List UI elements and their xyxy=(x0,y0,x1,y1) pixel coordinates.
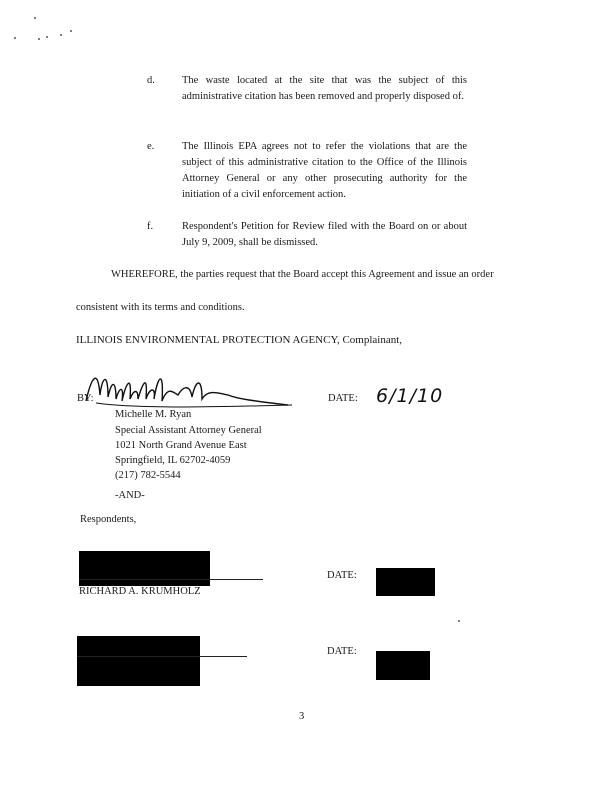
wherefore-line-2: consistent with its terms and conditions. xyxy=(76,302,245,313)
date-label: DATE: xyxy=(328,393,358,404)
respondent-name: RICHARD A. KRUMHOLZ xyxy=(79,586,201,597)
item-letter: e. xyxy=(147,141,155,152)
scan-speck xyxy=(14,37,16,39)
signer-address-2: Springfield, IL 62702-4059 xyxy=(115,455,231,466)
signer-phone: (217) 782-5544 xyxy=(115,470,181,481)
item-text: Respondent's Petition for Review filed with the Board on or about July 9, 2009, shall be dismissed. xyxy=(182,221,467,248)
scan-speck xyxy=(70,30,72,32)
and-separator: -AND- xyxy=(115,490,145,501)
by-label: BY: xyxy=(77,393,94,404)
item-text: The Illinois EPA agrees not to refer the violations that are the subject of this administrative citation to the Office of the Illinois Attorney General or any other prosecuting authority for the initiation of a civil enforcement action. xyxy=(182,141,467,200)
scan-speck xyxy=(34,17,36,19)
signature-text: Michelle M. Ryan xyxy=(78,365,86,366)
date-handwritten: 6/1/10 xyxy=(376,385,444,407)
date-label: DATE: xyxy=(327,646,357,657)
respondents-label: Respondents, xyxy=(80,514,137,525)
item-letter: f. xyxy=(147,221,154,232)
date-label: DATE: xyxy=(327,570,357,581)
redacted-signature xyxy=(79,551,210,586)
signer-title: Special Assistant Attorney General xyxy=(115,425,262,436)
wherefore-lead: WHEREFORE, xyxy=(111,269,178,280)
wherefore-text: the parties request that the Board accept this Agreement and issue an order xyxy=(177,269,494,280)
scan-speck xyxy=(38,38,40,40)
signature-image xyxy=(78,365,303,413)
redacted-date xyxy=(376,651,430,680)
item-text: The waste located at the site that was the subject of this administrative citation has been removed and properly disposed of. xyxy=(182,75,467,102)
signature-line xyxy=(77,656,247,657)
scan-speck xyxy=(60,34,62,36)
redacted-date xyxy=(376,568,435,596)
scan-speck xyxy=(46,36,48,38)
signer-name: Michelle M. Ryan xyxy=(115,409,192,420)
signature-line xyxy=(79,579,263,580)
wherefore-line-1 xyxy=(111,267,494,283)
page-number: 3 xyxy=(299,711,305,722)
redacted-signature xyxy=(77,636,200,686)
complainant-heading: ILLINOIS ENVIRONMENTAL PROTECTION AGENCY, Complainant, xyxy=(76,334,403,346)
scan-speck xyxy=(458,620,460,622)
item-letter: d. xyxy=(147,75,155,86)
signer-address-1: 1021 North Grand Avenue East xyxy=(115,440,247,451)
